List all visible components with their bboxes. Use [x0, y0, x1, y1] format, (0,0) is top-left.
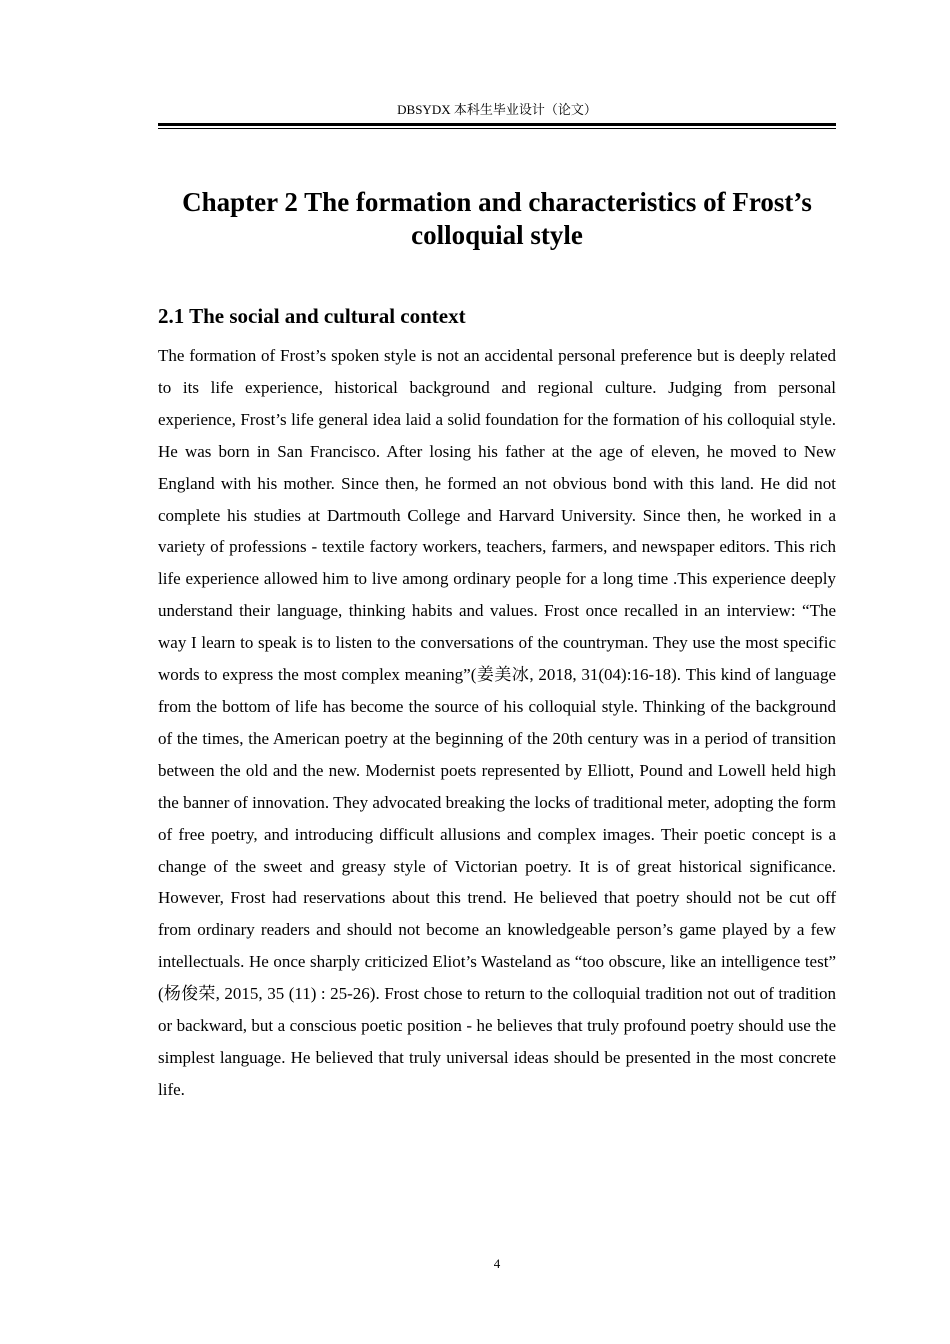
running-header: DBSYDX 本科生毕业设计（论文）	[397, 102, 597, 117]
header-rule-thick	[158, 123, 836, 126]
header-rule-thin	[158, 128, 836, 129]
chapter-title: Chapter 2 The formation and characteristics of Frost’s colloquial style	[182, 187, 812, 250]
body-paragraph: The formation of Frost’s spoken style is not an accidental personal preference but is deeply related to its life experience, historical background and regional culture. Judging from personal experience, Frost’s life general idea laid a solid foundation for the formation of his colloquial style. He was born in San Francisco. After losing his father at the age of eleven, he moved to New England with his mother. Since then, he formed an not obvious bond with this land. He did not complete his studies at Dartmouth College and Harvard University. Since then, he worked in a variety of professions - textile factory workers, teachers, farmers, and newspaper editors. This rich life experience allowed him to live among ordinary people for a long time .This experience deeply understand their language, thinking habits and values. Frost once recalled in an interview: “The way I learn to speak is to listen to the conversations of the countryman. They use the most specific words to express the most complex meaning”(姜美冰, 2018, 31(04):16-18). This kind of language from the bottom of life has become the source of his colloquial style. Thinking of the background of the times, the American poetry at the beginning of the 20th century was in a period of transition between the old and the new. Modernist poets represented by Elliott, Pound and Lowell held high the banner of innovation. They advocated breaking the locks of traditional meter, adopting the form of free poetry, and introducing difficult allusions and complex images. Their poetic concept is a change of the sweet and greasy style of Victorian poetry. It is of great historical significance. However, Frost had reservations about this trend. He believed that poetry should not be cut off from ordinary readers and should not become an knowledgeable person’s game played by a few intellectuals. He once sharply criticized Eliot’s Wasteland as “too obscure, like an intelligence test” (杨俊荣, 2015, 35 (11) : 25-26). Frost chose to return to the colloquial tradition not out of tradition or backward, but a conscious poetic position - he believes that truly profound poetry should use the simplest language. He believed that truly universal ideas should be presented in the most concrete life.	[158, 346, 836, 1099]
page-number: 4	[493, 1256, 501, 1271]
section-heading: 2.1 The social and cultural context	[158, 304, 466, 328]
